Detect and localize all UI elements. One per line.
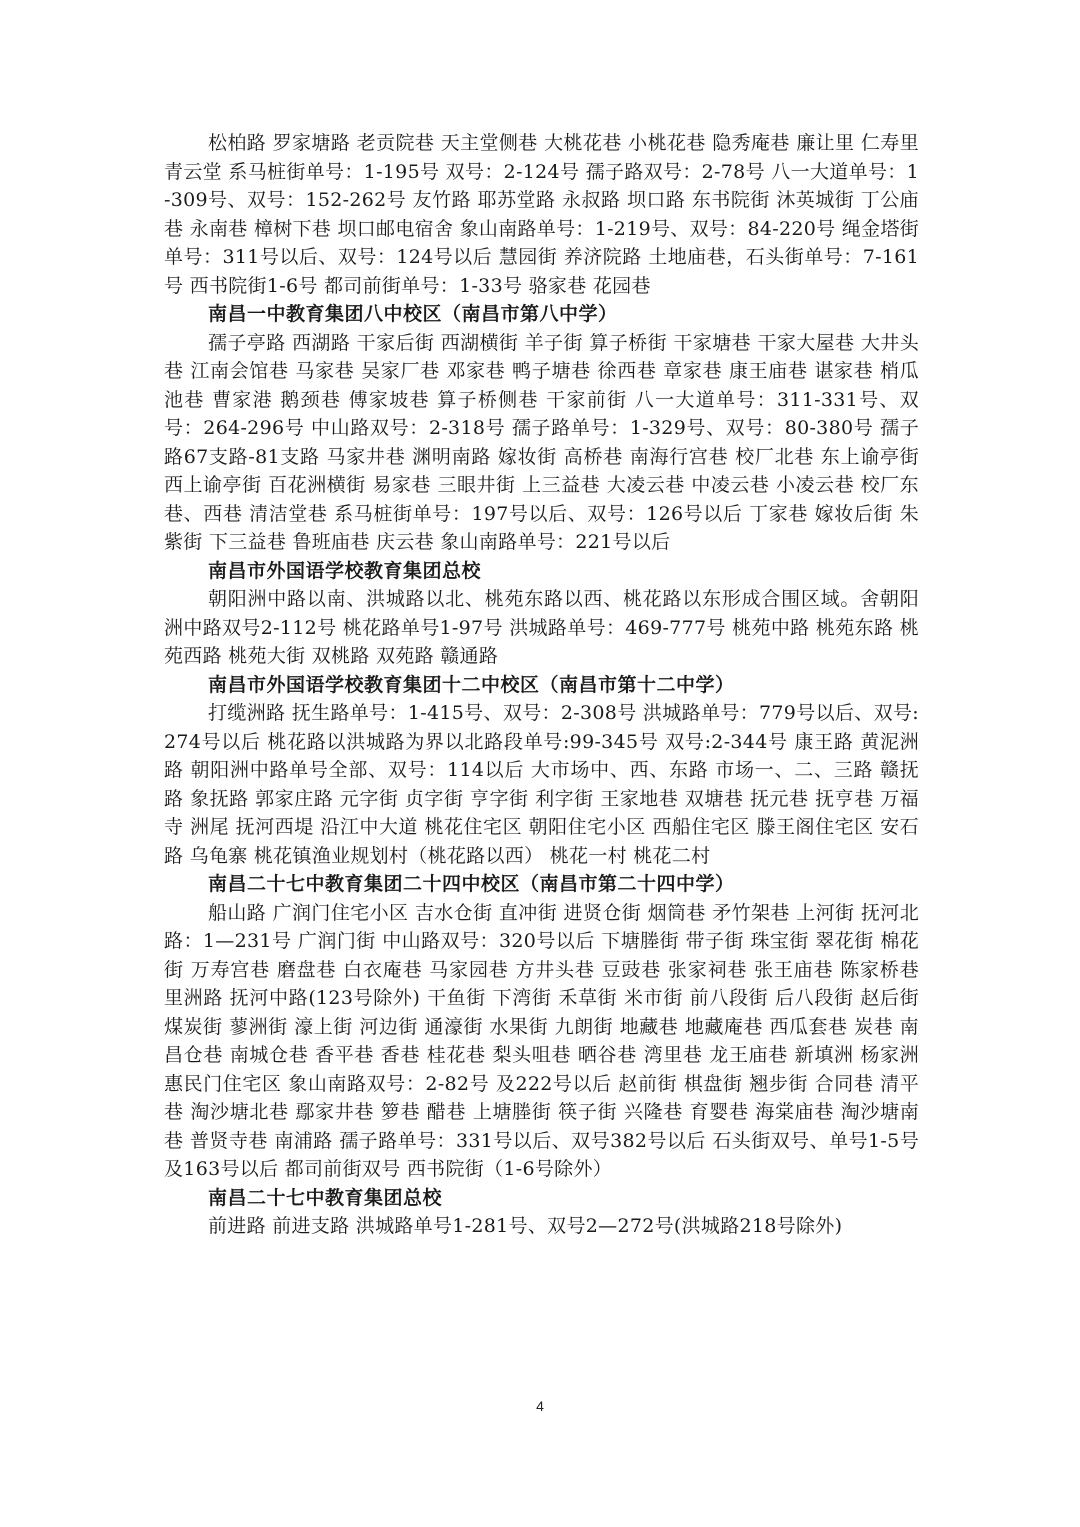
section-title-ershisizhong: 南昌二十七中教育集团二十四中校区（南昌市第二十四中学）: [208, 873, 735, 895]
section-paragraph-ershiqizhong: 前进路 前进支路 洪城路单号1-281号、双号2—272号(洪城路218号除外): [208, 1215, 843, 1237]
section-paragraph-waiguoyu: 朝阳洲中路以南、洪城路以北、桃苑东路以西、桃花路以东形成合围区域。舍朝阳洲中路双号2-112号 桃花路单号1-97号 洪城路单号：469-777号 桃苑中路 桃苑东路 桃苑西路 桃苑大街 双桃路 双苑路 赣通路: [164, 588, 919, 667]
section-paragraph-bayi: 孺子亭路 西湖路 干家后街 西湖横街 羊子街 算子桥街 干家塘巷 干家大屋巷 大井头巷 江南会馆巷 马家巷 吴家厂巷 邓家巷 鸭子塘巷 徐西巷 章家巷 康王庙巷 谌家巷 梢瓜池巷 曹家港 鹅颈巷 傅家坡巷 算子桥侧巷 干家前街 八一大道单号：311-331号、双号：264-296号 中山路双号：2-318号 孺子路单号：1-329号、双号：80-380号 孺子路67支路-81支路 马家井巷 渊明南路 嫁妆街 高桥巷 南海行宫巷 校厂北巷 东上谕亭街 西上谕亭街 百花洲横街 易家巷 三眼井街 上三益巷 大凌云巷 中凌云巷 小凌云巷 校厂东巷、西巷 清洁堂巷 系马桩街单号：197号以后、双号：126号以后 丁家巷 嫁妆后街 朱紫街 下三益巷 鲁班庙巷 庆云巷 象山南路单号：221号以后: [164, 331, 919, 553]
section-title-shierzhong: 南昌市外国语学校教育集团十二中校区（南昌市第十二中学）: [208, 673, 735, 696]
section-title-bayi: 南昌一中教育集团八中校区（南昌市第八中学）: [208, 303, 618, 325]
page-number: 4: [536, 1398, 544, 1414]
section-title-waiguoyu: 南昌市外国语学校教育集团总校: [208, 559, 482, 582]
intro-paragraph: 松柏路 罗家塘路 老贡院巷 天主堂侧巷 大桃花巷 小桃花巷 隐秀庵巷 廉让里 仁寿里 青云堂 系马桩街单号：1-195号 双号：2-124号 孺子路双号：2-78号 八一大道单号：1-309号、双号：152-262号 友竹路 耶苏堂路 永叔路 坝口路 东书院街 沐英城街 丁公庙巷 永南巷 樟树下巷 坝口邮电宿舍 象山南路单号：1-219号、双号：84-220号 绳金塔街单号：311号以后、双号：124号以后 慧园街 养济院路 土地庙巷，石头街单号：7-161号 西书院街1-6号 都司前街单号：1-33号 骆家巷 花园巷: [164, 132, 919, 297]
section-paragraph-ershisizhong: 船山路 广润门住宅小区 吉水仓街 直冲街 进贤仓街 烟筒巷 矛竹架巷 上河街 抚河北路：1—231号 广润门街 中山路双号：320号以后 下塘塍街 带子街 珠宝街 翠花街 棉花街 万寿宫巷 磨盘巷 白衣庵巷 马家园巷 方井头巷 豆豉巷 张家祠巷 张王庙巷 陈家桥巷 里洲路 抚河中路(123号除外) 干鱼街 下湾街 禾草街 米市街 前八段街 后八段街 赵后街 煤炭街 蓼洲街 濠上街 河边街 通濠街 水果街 九朗街 地藏巷 地藏庵巷 西瓜套巷 炭巷 南昌仓巷 南城仓巷 香平巷 香巷 桂花巷 梨头咀巷 晒谷巷 湾里巷 龙王庙巷 新填洲 杨家洲 惠民门住宅区 象山南路双号：2-82号 及222号以后 赵前街 棋盘街 翘步街 合同巷 清平巷 淘沙塘北巷 鄢家井巷 箩巷 醋巷 上塘塍街 筷子街 兴隆巷 育婴巷 海棠庙巷 淘沙塘南巷 普贤寺巷 南浦路 孺子路单号：331号以后、双号382号以后 石头街双号、单号1-5号及163号以后 都司前街双号 西书院街（1-6号除外）: [164, 901, 919, 1180]
section-paragraph-shierzhong: 打缆洲路 抚生路单号：1-415号、双号：2-308号 洪城路单号：779号以后、双号:274号以后 桃花路以洪城路为界以北路段单号:99-345号 双号:2-344号 康王路 黄泥洲路 朝阳洲中路单号全部、双号：114以后 大市场中、西、东路 市场一、二、三路 赣抚路 象抚路 郭家庄路 元字街 贞字街 亨字街 利字街 王家地巷 双塘巷 抚元巷 抚亨巷 万福寺 洲尾 抚河西堤 沿江中大道 桃花住宅区 朝阳住宅小区 西船住宅区 滕王阁住宅区 安石路 乌龟寨 桃花镇渔业规划村（桃花路以西） 桃花一村 桃花二村: [164, 702, 919, 867]
section-title-ershiqizhong: 南昌二十七中教育集团总校: [208, 1186, 443, 1209]
document-body: [164, 129, 919, 1241]
